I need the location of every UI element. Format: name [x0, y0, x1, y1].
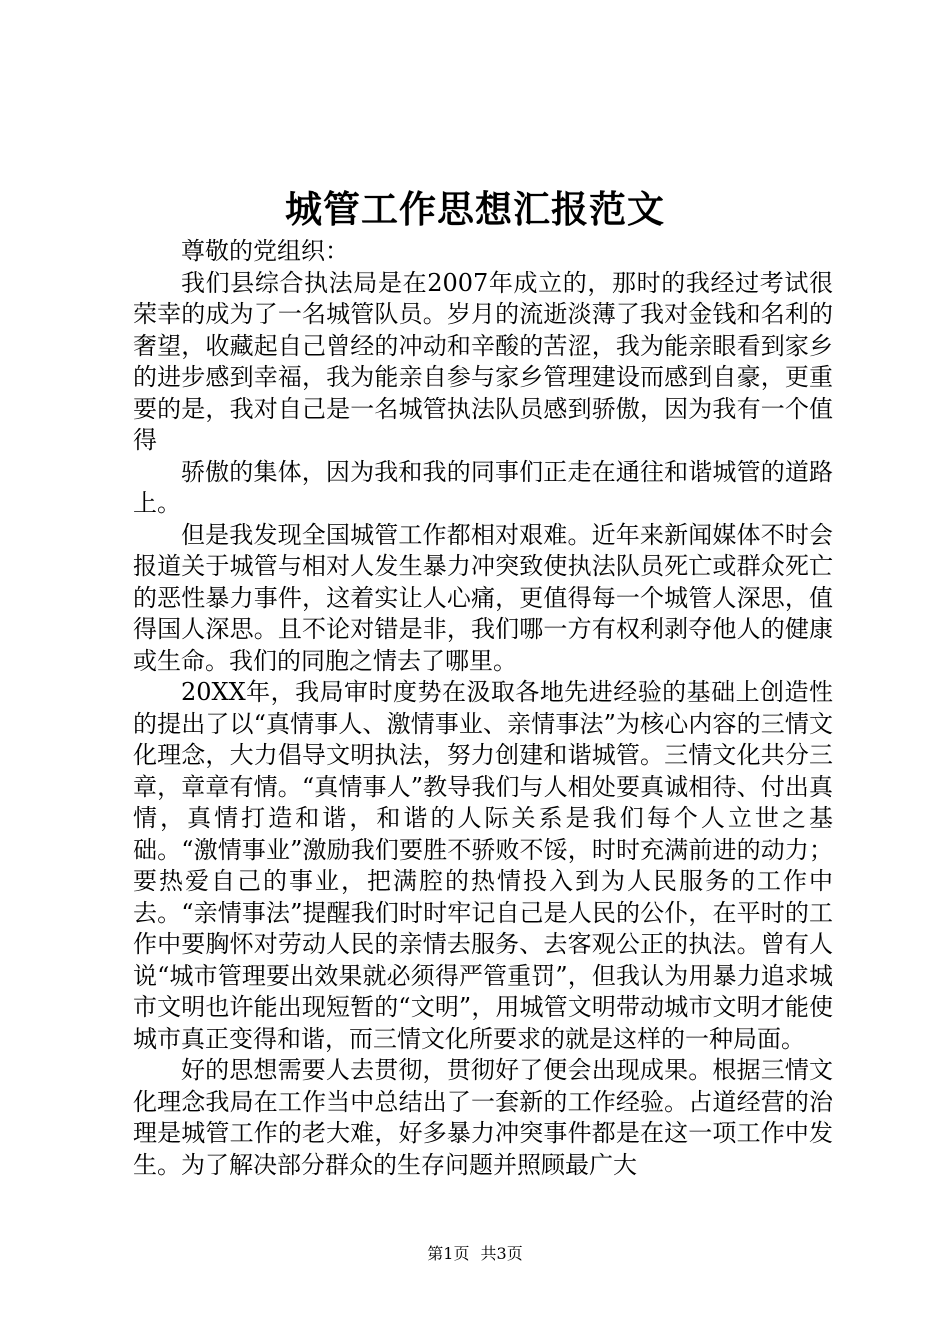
- salutation: 尊敬的党组织：: [181, 237, 349, 265]
- paragraph: 20XX年，我局审时度势在汲取各地先进经验的基础上创造性的提出了以“真情事人、激情事业、亲情事法”为核心内容的三情文化理念，大力倡导文明执法，努力创建和谐城管。三情文化共分三章，章章有情。“真情事人”教导我们与人相处要真诚相待、付出真情，真情打造和谐，和谐的人际关系是我们每个人立世之基础。“激情事业”激励我们要胜不骄败不馁，时时充满前进的动力；要热爱自己的事业，把满腔的热情投入到为人民服务的工作中去。“亲情事法”提醒我们时时牢记自己是人民的公仆，在平时的工作中要胸怀对劳动人民的亲情去服务、去客观公正的执法。曾有人说“城市管理要出效果就必须得严管重罚”，但我认为用暴力追求城市文明也许能出现短暂的“文明”，用城管文明带动城市文明才能使城市真正变得和谐，而三情文化所要求的就是这样的一种局面。: [133, 678, 833, 1053]
- paragraph: 好的思想需要人去贯彻，贯彻好了便会出现成果。根据三情文化理念我局在工作当中总结出了一套新的工作经验。占道经营的治理是城管工作的老大难，好多暴力冲突事件都是在这一项工作中发生。为了解决部分群众的生存问题并照顾最广大: [133, 1056, 833, 1179]
- document-title: 城管工作思想汇报范文: [285, 187, 665, 231]
- paragraph: 我们县综合执法局是在2007年成立的，那时的我经过考试很荣幸的成为了一名城管队员。岁月的流逝淡薄了我对金钱和名利的奢望，收藏起自己曾经的冲动和辛酸的苦涩，我为能亲眼看到家乡的进步感到幸福，我为能亲自参与家乡管理建设而感到自豪，更重要的是，我对自己是一名城管执法队员感到骄傲，因为我有一个值得: [133, 268, 833, 454]
- paragraph: 骄傲的集体，因为我和我的同事们正走在通往和谐城管的道路上。: [133, 457, 833, 517]
- page-total: 共3页: [480, 1244, 523, 1263]
- page-footer: [0, 1242, 950, 1266]
- document-body: [133, 236, 833, 1181]
- paragraph: 但是我发现全国城管工作都相对艰难。近年来新闻媒体不时会报道关于城管与相对人发生暴力冲突致使执法队员死亡或群众死亡的恶性暴力事件，这着实让人心痛，更值得每一个城管人深思，值得国人深思。且不论对错是非，我们哪一方有权利剥夺他人的健康或生命。我们的同胞之情去了哪里。: [133, 520, 833, 675]
- page-number: 第1页: [427, 1244, 470, 1263]
